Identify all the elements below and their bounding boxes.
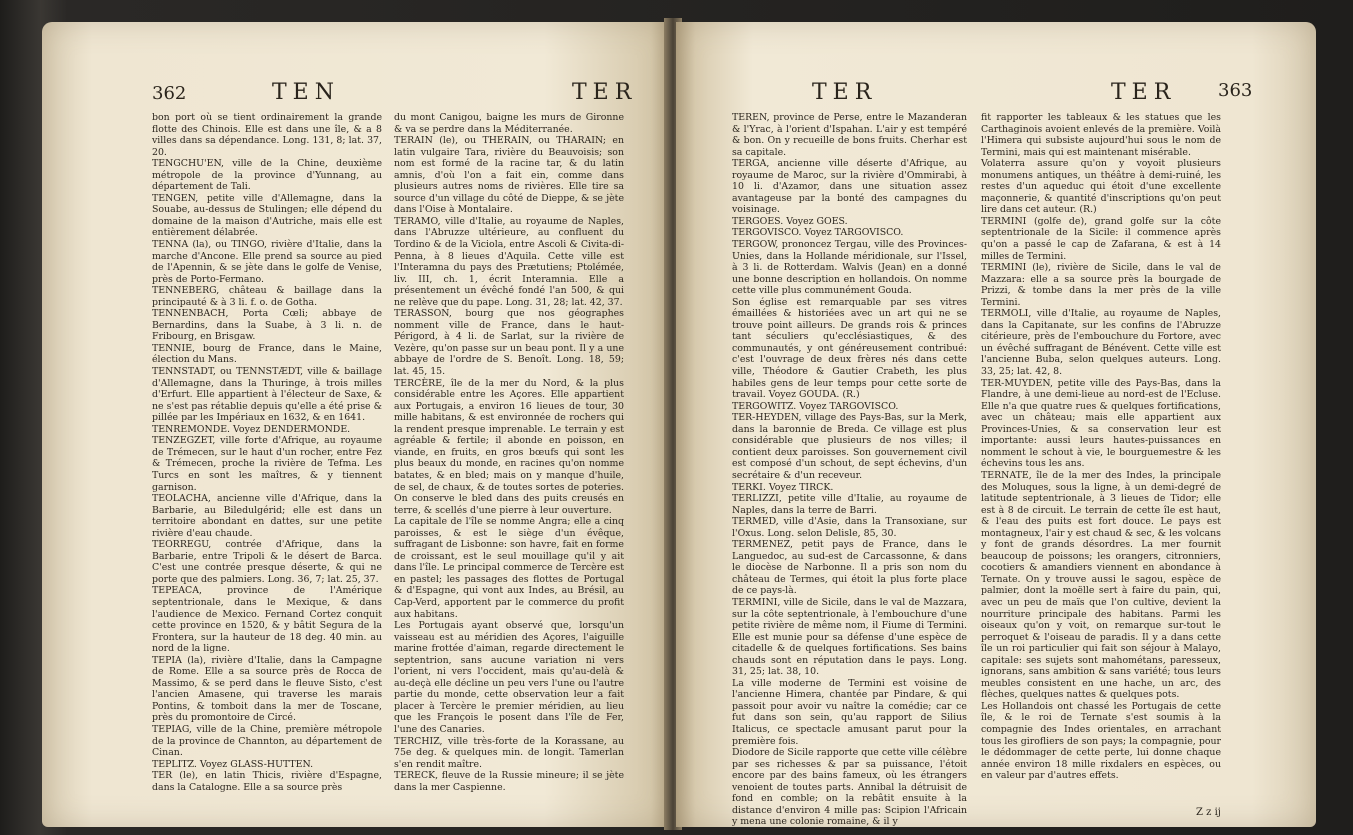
entry-paragraph: TERKI. Voyez TIRCK. xyxy=(732,481,834,493)
entry-paragraph: TENNA (la), ou TINGO, rivière d'Italie, dans la marche d'Ancone. Elle prend sa source au pied de l'Apennin, & se jète dans le golfe de Venise, près de Porto-Fermano. xyxy=(152,239,382,285)
entry-paragraph: TERCÈRE, île de la mer du Nord, & la plus considérable entre les Açores. Elle appartient aux Portugais, a environ 16 lieues de tour, 30 mille habitans, & est environnée de rochers qui la rendent presque imprenable. Le terrain y est agréable & fertile; il abonde en poisson, en viande, en fruits, en gros bœufs qui sont les plus beaux du monde, en racines qu'on nomme batates, & en bled; mais on y manque d'huile, de sel, de chaux, & de toutes sortes de poteries. On conserve le bled dans des puits creusés en terre, & scellés d'une pierre à leur ouverture. xyxy=(394,377,624,516)
right-page-column-1 xyxy=(732,112,967,828)
entry-paragraph: TERAMO, ville d'Italie, au royaume de Naples, dans l'Abruzze ultérieure, au confluent du Tordino & de la Viciola, entre Ascoli & Civita-di-Penna, à 8 lieues d'Aquila. Cette ville est l'Interamna du pays des Prætutiens; Ptolémée, liv. III, ch. 1, écrit Interamnia. Elle a présentement un évêché fondé l'an 500, & qui ne relève que du pape. Long. 31, 28; lat. 42, 37. xyxy=(394,215,624,308)
entry-paragraph: TENGEN, petite ville d'Allemagne, dans la Souabe, au-dessus de Stulingen; elle dépend du domaine de la maison d'Autriche, mais elle est entièrement délabrée. xyxy=(152,192,382,239)
entry-paragraph: TEPIAG, ville de la Chine, première métropole de la province de Channton, au département de Cinan. xyxy=(152,723,382,759)
left-header-keyword-1: TEN xyxy=(272,80,340,105)
right-page xyxy=(676,22,1316,827)
entry-paragraph: TERGOW, prononcez Tergau, ville des Provinces-Unies, dans la Hollande méridionale, sur l'Issel, à 3 li. de Rotterdam. Walvis (Jean) en a donné une bonne description en hollandois. On nomme cette ville plus communément Gouda. xyxy=(732,239,967,297)
entry-paragraph: TEORREGU, contrée d'Afrique, dans la Barbarie, entre Tripoli & le désert de Barca. C'est une contrée presque déserte, & qui ne porte que des palmiers. Long. 36, 7; lat. 25, 37. xyxy=(152,539,382,585)
entry-paragraph: La ville moderne de Termini est voisine de l'ancienne Himera, chantée par Pindare, & qui passoit pour avoir vu naître la comédie; car ce fut dans son sein, qu'au rapport de Silius Italicus, ce spectacle amusant parut pour la première fois. xyxy=(732,677,967,747)
entry-paragraph: TERAIN (le), ou THERAIN, ou THARAIN; en latin vulgaire Tara, rivière du Beauvoisis; son nom est formé de la racine tar, & du latin amnis, d'où l'on a fait ein, comme dans plusieurs autres noms de rivières. Elle tire sa source d'un village du côté de Dieppe, & se jète dans l'Oise à Montalaire. xyxy=(394,135,624,216)
entry-paragraph: TER-HEYDEN, village des Pays-Bas, sur la Merk, dans la baronnie de Breda. Ce village est plus considérable que plusieurs de nos villes; il contient deux paroisses. Son gouvernement civil est composé d'un schout, de sept échevins, d'un secrétaire & d'un receveur. xyxy=(732,412,967,481)
entry-paragraph: TERGOES. Voyez GOES. xyxy=(732,215,848,227)
signature-mark: Z z ij xyxy=(1196,807,1221,818)
entry-paragraph: TERMED, ville d'Asie, dans la Transoxiane, sur l'Oxus. Long. selon Delisle, 85, 30. xyxy=(732,516,967,539)
entry-paragraph: TERMINI (le), rivière de Sicile, dans le val de Mazzara: elle a sa source près la bourgade de Prizzi, & tombe dans la mer près de la ville Termini. xyxy=(981,262,1221,308)
entry-paragraph: TEPLITZ. Voyez GLASS-HUTTEN. xyxy=(152,758,314,770)
entry-paragraph: TERCHIZ, ville très-forte de la Korassane, au 75e deg. & quelques min. de longit. Tamerlan s'en rendit maître. xyxy=(394,735,624,770)
entry-paragraph: TEOLACHA, ancienne ville d'Afrique, dans la Barbarie, au Biledulgérid; elle est dans un territoire abondant en dattes, sur une petite rivière d'eau chaude. xyxy=(152,493,382,539)
entry-paragraph: TERMINI, ville de Sicile, dans le val de Mazzara, sur la côte septentrionale, à l'embouchure d'une petite rivière de même nom, il Fiume di Termini. Elle est munie pour sa défense d'une espèce de citadelle & de quelques fortifications. Ses bains chauds sont en réputation dans le pays. Long. 31, 25; lat. 38, 10. xyxy=(732,596,967,678)
entry-paragraph: TENNEBERG, château & baillage dans la principauté & à 3 li. f. o. de Gotha. xyxy=(152,285,382,308)
entry-paragraph: TENNSTADT, ou TENNSTÆDT, ville & baillage d'Allemagne, dans la Thuringe, à trois milles d'Erfurt. Elle appartient à l'électeur de Saxe, & ne s'est pas rétablie depuis qu'elle a été prise & pillée par les Impériaux en 1632, & en 1641. xyxy=(152,366,382,424)
entry-paragraph: fit rapporter les tableaux & les statues que les Carthaginois avoient enlevés de la première. Voilà l'Himera qui subsiste aujourd'hui sous le nom de Termini, mais qui est maintenant misérable. xyxy=(981,112,1221,158)
left-header-keyword-2: TER xyxy=(572,80,638,105)
left-page-column-1 xyxy=(152,112,382,812)
entry-paragraph: du mont Canigou, baigne les murs de Gironne & va se perdre dans la Méditerranée. xyxy=(394,112,624,135)
right-page-number: 363 xyxy=(1218,80,1253,101)
entry-paragraph: TERGOVISCO. Voyez TARGOVISCO. xyxy=(732,227,904,239)
entry-paragraph: TERMENEZ, petit pays de France, dans le Languedoc, au sud-est de Carcassonne, & dans le diocèse de Narbonne. Il a pris son nom du château de Termes, qui étoit la plus forte place de ce pays-là. xyxy=(732,539,967,597)
entry-paragraph: TENNIE, bourg de France, dans le Maine, élection du Mans. xyxy=(152,342,382,366)
entry-paragraph: TENZEGZET, ville forte d'Afrique, au royaume de Trémecen, sur le haut d'un rocher, entre Fez & Trémecen, proche la rivière de Tefma. Les Turcs en sont les maîtres, & y tiennent garnison. xyxy=(152,435,382,493)
entry-paragraph: TERLIZZI, petite ville d'Italie, au royaume de Naples, dans la terre de Barri. xyxy=(732,493,967,516)
entry-paragraph: TENNENBACH, Porta Cœli; abbaye de Bernardins, dans la Suabe, à 3 li. n. de Fribourg, en Brisgaw. xyxy=(152,308,382,343)
entry-paragraph: TERASSON, bourg que nos géographes nomment ville de France, dans le haut-Périgord, à 4 li. de Sarlat, sur la rivière de Vezère, qu'on passe sur un beau pont. Il y a une abbaye de l'ordre de S. Benoît. Long. 18, 59; lat. 45, 15. xyxy=(394,308,624,378)
entry-paragraph: Les Hollandois ont chassé les Portugais de cette île, & le roi de Ternate s'est soumis à la compagnie des Indes orientales, en arrachant tous les girofliers de son pays; la compagnie, pour le dédommager de cette perte, lui donne chaque année environ 18 mille rixdalers en espèces, ou en valeur par d'autres effets. xyxy=(981,700,1221,782)
entry-paragraph: Son église est remarquable par ses vitres émaillées & historiées avec un art qui ne se trouve point ailleurs. De grands rois & princes tant séculiers qu'ecclésiastiques, & des communautés, y ont généreusement contribué: c'est l'ouvrage de deux frères nés dans cette ville, Théodore & Gautier Crabeth, les plus habiles gens de leur temps pour cette sorte de travail. Voyez GOUDA. (R.) xyxy=(732,296,967,401)
entry-paragraph: bon port où se tient ordinairement la grande flotte des Chinois. Elle est dans une île, & a 8 villes dans sa dépendance. Long. 131, 8; lat. 37, 20. xyxy=(152,112,382,158)
entry-paragraph: TEPEACA, province de l'Amérique septentrionale, dans le Mexique, & dans l'audience de Mexico. Fernand Cortez conquit cette province en 1520, & y bâtit Segura de la Frontera, sur la hauteur de 18 deg. 40 min. au nord de la ligne. xyxy=(152,585,382,655)
left-page-column-2 xyxy=(394,112,624,812)
entry-paragraph: TEPIA (la), rivière d'Italie, dans la Campagne de Rome. Elle a sa source près de Rocca de Massimo, & se perd dans le fleuve Sisto, c'est l'ancien Amasene, qui traverse les marais Pontins, & tomboit dans la mer de Toscane, près du promontoire de Circé. xyxy=(152,654,382,724)
entry-paragraph: TENREMONDE. Voyez DENDERMONDE. xyxy=(152,423,351,435)
entry-paragraph: TERGOWITZ. Voyez TARGOVISCO. xyxy=(732,400,899,412)
entry-paragraph: TERECK, fleuve de la Russie mineure; il se jète dans la mer Caspienne. xyxy=(394,770,624,793)
entry-paragraph: Diodore de Sicile rapporte que cette ville célèbre par ses richesses & par sa puissance, l'étoit encore par des bains fameux, où les étrangers venoient de toutes parts. Annibal la détruisit de fond en comble; on la rebâtit ensuite à la distance d'environ 4 mille pas: Scipion l'Africain y mena une colonie romaine, & il y xyxy=(732,747,967,828)
entry-paragraph: Les Portugais ayant observé que, lorsqu'un vaisseau est au méridien des Açores, l'aiguille marine frottée d'aiman, regarde directement le septentrion, sans aucune variation ni vers l'orient, ni vers l'occident, mais qu'au-delà & au-deçà elle décline un peu vers l'une ou l'autre partie du monde, cette observation leur a fait placer à Tercère le premier méridien, au lieu que les François le posent dans l'île de Fer, l'une des Canaries. xyxy=(394,620,624,735)
left-page-number: 362 xyxy=(152,83,187,104)
entry-paragraph: TERNATE, île de la mer des Indes, la principale des Moluques, sous la ligne, à un demi-degré de latitude septentrionale, à 3 lieues de Tidor; elle est à 8 de circuit. Le terrain de cette île est haut, & l'eau des puits est fort douce. Le pays est montagneux, l'air y est chaud & sec, & les volcans y font de grands désordres. La mer fournit beaucoup de poissons; les orangers, citronniers, cocotiers & amandiers viennent en abondance à Ternate. On y trouve aussi le sagou, espèce de palmier, dont la moëlle sert à faire du pain, qui, avec un peu de maïs que l'on cultive, devient la nourriture principale des habitans. Parmi les oiseaux qu'on y voit, on remarque sur-tout le perroquet & l'oiseau de paradis. Il y a dans cette île un roi particulier qui fait son séjour à Malayo, capitale: ses sujets sont mahométans, paresseux, ignorans, sans ambition & sans variété; tous leurs meubles consistent en une hache, un arc, des flèches, quelques nattes & quelques pots. xyxy=(981,469,1221,701)
right-header-keyword-1: TER xyxy=(812,80,878,105)
entry-paragraph: TERMOLI, ville d'Italie, au royaume de Naples, dans la Capitanate, sur les confins de l'Abruzze citérieure, près de l'embouchure du Fortore, avec un évêché suffragant de Bénévent. Cette ville est l'ancienne Buba, selon quelques auteurs. Long. 33, 25; lat. 42, 8. xyxy=(981,308,1221,378)
left-page xyxy=(42,22,670,827)
entry-paragraph: TERGA, ancienne ville déserte d'Afrique, au royaume de Maroc, sur la rivière d'Ommirabi, à 10 li. d'Azamor, dans une situation assez avantageuse par la bonté des campagnes du voisinage. xyxy=(732,158,967,216)
entry-paragraph: TEREN, province de Perse, entre le Mazanderan & l'Yrac, à l'orient d'Ispahan. L'air y est tempéré & bon. On y recueille de bons fruits. Cherhar est sa capitale. xyxy=(732,112,967,158)
right-page-header xyxy=(756,80,1256,114)
entry-paragraph: TER (le), en latin Thicis, rivière d'Espagne, dans la Catalogne. Elle a sa source près xyxy=(152,770,382,793)
entry-paragraph: TER-MUYDEN, petite ville des Pays-Bas, dans la Flandre, à une demi-lieue au nord-est de l'Ecluse. Elle n'a que quatre rues & quelques fortifications, avec un château; mais elle appartient aux Provinces-Unies, & sa conservation leur est importante: aussi leurs hautes-puissances en nomment le schout à vie, le bourguemestre & les échevins tous les ans. xyxy=(981,377,1221,470)
right-page-column-2 xyxy=(981,112,1221,812)
entry-paragraph: TENGCHU'EN, ville de la Chine, deuxième métropole de la province d'Yunnang, au département de Tali. xyxy=(152,158,382,193)
right-header-keyword-2: TER xyxy=(1111,80,1177,105)
entry-paragraph: Volaterra assure qu'on y voyoit plusieurs monumens antiques, un théâtre à demi-ruiné, les restes d'un aqueduc qui étoit d'une excellente maçonnerie, & quantité d'inscriptions qu'on peut lire dans cet auteur. (R.) xyxy=(981,158,1221,216)
left-page-header xyxy=(152,80,638,114)
entry-paragraph: La capitale de l'île se nomme Angra; elle a cinq paroisses, & est le siège d'un évêque, suffragant de Lisbonne: son havre, fait en forme de croissant, est le seul mouillage qu'il y ait dans l'île. Le principal commerce de Tercère est en pastel; les passages des flottes de Portugal & d'Espagne, qui vont aux Indes, au Brésil, au Cap-Verd, apportent par le commerce du profit aux habitans. xyxy=(394,516,624,620)
entry-paragraph: TERMINI (golfe de), grand golfe sur la côte septentrionale de la Sicile: il commence après qu'on a passé le cap de Zafarana, & est à 14 milles de Termini. xyxy=(981,215,1221,262)
